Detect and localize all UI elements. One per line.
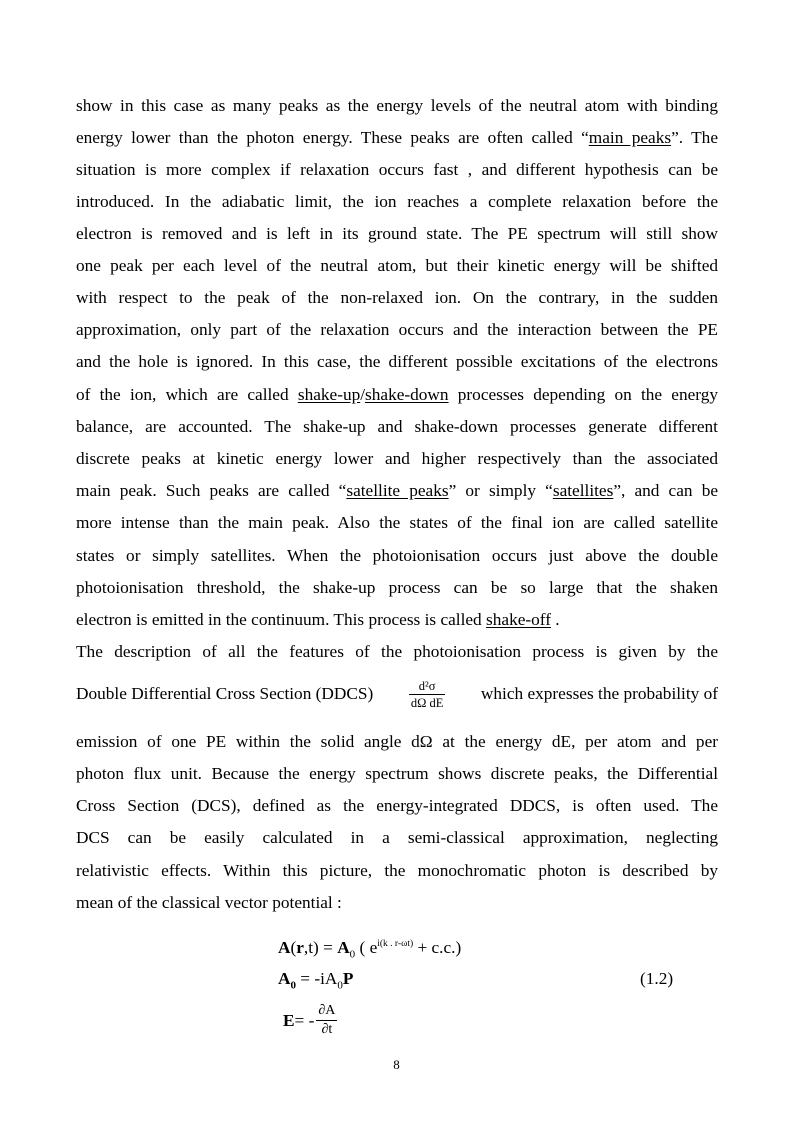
text-line: photoionisation threshold, the shake-up process can be so large that the shaken	[76, 578, 718, 597]
text-span: ”. The	[671, 128, 718, 147]
text-line: balance, are accounted. The shake-up and shake-down processes generate different	[76, 417, 718, 436]
text-span: .	[550, 610, 560, 629]
eq-text: ,t) =	[303, 938, 338, 957]
equation-label: (1.2)	[640, 969, 674, 988]
eq-text: ( e	[355, 938, 378, 957]
fraction-denominator: dΩ dE	[410, 695, 444, 710]
text-line: The description of all the features of the photoionisation process is given by the	[76, 642, 718, 661]
equation-electric-field	[283, 1002, 337, 1039]
fraction-numerator: ∂A	[316, 1002, 337, 1021]
text-line	[76, 379, 718, 411]
eq-subscript: 0	[290, 979, 296, 992]
term-shake-down: shake-down	[365, 385, 449, 404]
equation-vector-potential	[278, 932, 461, 966]
eq-symbol: A	[278, 969, 291, 988]
text-line: more intense than the main peak. Also the states of the final ion are called satellite	[76, 513, 718, 532]
term-shake-up: shake-up	[297, 385, 361, 404]
page-number: 8	[393, 1057, 400, 1072]
text-span: ”, and can be	[613, 481, 718, 500]
text-span: of the ion, which are called	[76, 385, 298, 404]
text-span: energy lower than the photon energy. These peaks are often called “	[76, 128, 589, 147]
fraction-numerator: d²σ	[409, 678, 446, 695]
eq-subscript: 0	[337, 979, 343, 992]
text-line-with-fraction	[76, 672, 718, 716]
text-span: Double Differential Cross Section (DDCS)	[76, 684, 374, 703]
term-main-peaks: main peaks	[588, 128, 672, 147]
text-line: photon flux unit. Because the energy spectrum shows discrete peaks, the Differential	[76, 764, 718, 783]
text-line	[76, 604, 718, 636]
text-line: introduced. In the adiabatic limit, the ion reaches a complete relaxation before the	[76, 192, 718, 211]
text-line: states or simply satellites. When the photoionisation occurs just above the double	[76, 546, 718, 565]
text-span: /	[360, 385, 366, 404]
text-line: situation is more complex if relaxation occurs fast , and different hypothesis can be	[76, 160, 718, 179]
text-line: emission of one PE within the solid angle dΩ at the energy dE, per atom and per	[76, 732, 718, 751]
text-line	[76, 475, 718, 507]
eq-exponent: i(k . r-ωt)	[377, 939, 414, 949]
text-line: and the hole is ignored. In this case, the different possible excitations of the electrons	[76, 352, 718, 371]
eq-text: + c.c.)	[413, 938, 462, 957]
text-line: DCS can be easily calculated in a semi-classical approximation, neglecting	[76, 828, 718, 847]
text-line: one peak per each level of the neutral atom, but their kinetic energy will be shifted	[76, 256, 718, 275]
text-span: processes depending on the energy	[448, 385, 718, 404]
eq-symbol: r	[296, 938, 304, 957]
equation-amplitude	[278, 967, 353, 997]
ddcs-fraction	[409, 678, 446, 711]
eq-symbol: E	[283, 1010, 295, 1030]
fraction-denominator: ∂t	[321, 1022, 333, 1037]
text-span: electron is emitted in the continuum. This process is called	[76, 610, 487, 629]
text-span: ” or simply “	[448, 481, 553, 500]
term-satellite-peaks: satellite peaks	[346, 481, 449, 500]
text-line: approximation, only part of the relaxation occurs and the interaction between the PE	[76, 320, 718, 339]
eq-text: = -	[294, 1010, 315, 1030]
partial-derivative-fraction	[316, 1002, 337, 1039]
text-line: discrete peaks at kinetic energy lower and higher respectively than the associated	[76, 449, 718, 468]
eq-subscript: 0	[349, 948, 356, 961]
eq-symbol: A	[337, 938, 350, 957]
text-span: which expresses the probability of	[480, 684, 718, 703]
term-shake-off: shake-off	[486, 610, 551, 629]
text-line	[76, 122, 718, 154]
text-line: electron is removed and is left in its ground state. The PE spectrum will still show	[76, 224, 718, 243]
eq-text: (	[290, 938, 297, 957]
eq-symbol: A	[278, 938, 291, 957]
text-line: show in this case as many peaks as the energy levels of the neutral atom with binding	[76, 96, 718, 115]
text-line: relativistic effects. Within this picture, the monochromatic photon is described by	[76, 861, 718, 880]
text-line: mean of the classical vector potential :	[76, 893, 342, 912]
eq-text: = -iA	[295, 969, 338, 988]
text-line: with respect to the peak of the non-relaxed ion. On the contrary, in the sudden	[76, 288, 718, 307]
eq-symbol: P	[342, 969, 354, 988]
term-satellites: satellites	[552, 481, 614, 500]
text-line: Cross Section (DCS), defined as the energy-integrated DDCS, is often used. The	[76, 796, 718, 815]
text-span: main peak. Such peaks are called “	[76, 481, 347, 500]
